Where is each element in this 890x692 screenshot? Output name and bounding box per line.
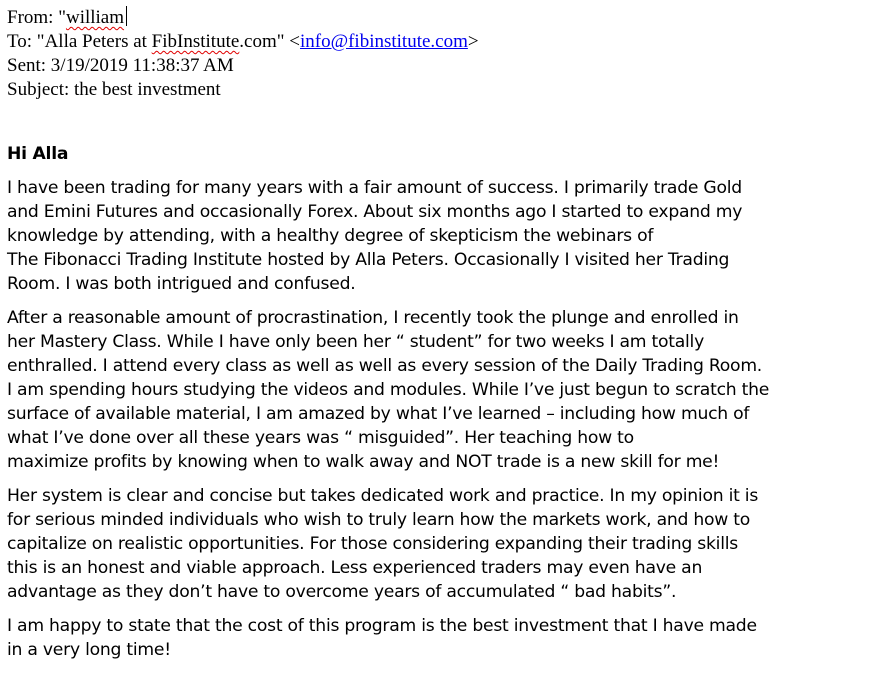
p2-line: I am spending hours studying the videos and modules. While I’ve just begun to scratch the — [7, 380, 770, 400]
p2-line: maximize profits by knowing when to walk away and NOT trade is a new skill for me! — [7, 452, 720, 472]
subject-line: Subject: the best investment — [7, 79, 221, 100]
from-name: william — [65, 7, 125, 28]
to-line — [7, 30, 479, 54]
p1-line: knowledge by attending, with a healthy degree of skepticism the webinars of — [7, 226, 654, 246]
from-label: From: " — [7, 7, 66, 28]
p4-line: I am happy to state that the cost of this program is the best investment that I have made — [7, 616, 757, 636]
paragraph-3 — [7, 484, 887, 604]
p2-line: surface of available material, I am amazed by what I’ve learned – including how much of — [7, 404, 750, 424]
paragraph-4 — [7, 614, 887, 662]
paragraph-1 — [7, 176, 887, 296]
greeting: Hi Alla — [7, 144, 69, 164]
paragraph-2 — [7, 306, 887, 474]
to-fib-word: FibInstitute — [151, 31, 240, 52]
p1-line: Room. I was both intrigued and confused. — [7, 274, 356, 294]
from-line — [7, 6, 479, 30]
p3-line: capitalize on realistic opportunities. For those considering expanding their trading skills — [7, 534, 738, 554]
p3-line: for serious minded individuals who wish to truly learn how the markets work, and how to — [7, 510, 751, 530]
sent-line: Sent: 3/19/2019 11:38:37 AM — [7, 55, 234, 76]
to-label: To: "Alla Peters at — [7, 31, 152, 52]
p4-line: in a very long time! — [7, 640, 171, 660]
p2-line: her Mastery Class. While I have only been her “ student” for two weeks I am totally — [7, 332, 705, 352]
p3-line: this is an honest and viable approach. Less experienced traders may even have an — [7, 558, 703, 578]
to-close: > — [467, 31, 479, 52]
email-header — [7, 6, 479, 102]
p1-line: The Fibonacci Trading Institute hosted by Alla Peters. Occasionally I visited her Trading — [7, 250, 730, 270]
p2-line: enthralled. I attend every class as well as well as every session of the Daily Trading Room. — [7, 356, 763, 376]
text-cursor — [126, 6, 127, 26]
p2-line: what I’ve done over all these years was “ misguided”. Her teaching how to — [7, 428, 634, 448]
to-email-link[interactable]: info@fibinstitute.com — [299, 31, 468, 52]
email-body — [7, 142, 887, 662]
p2-line: After a reasonable amount of procrastination, I recently took the plunge and enrolled in — [7, 308, 739, 328]
p3-line: Her system is clear and concise but takes dedicated work and practice. In my opinion it is — [7, 486, 759, 506]
p3-line: advantage as they don’t have to overcome years of accumulated “ bad habits”. — [7, 582, 677, 602]
p1-line: and Emini Futures and occasionally Forex. About six months ago I started to expand my — [7, 202, 743, 222]
to-after: .com" < — [239, 31, 300, 52]
p1-line: I have been trading for many years with a fair amount of success. I primarily trade Gold — [7, 178, 742, 198]
